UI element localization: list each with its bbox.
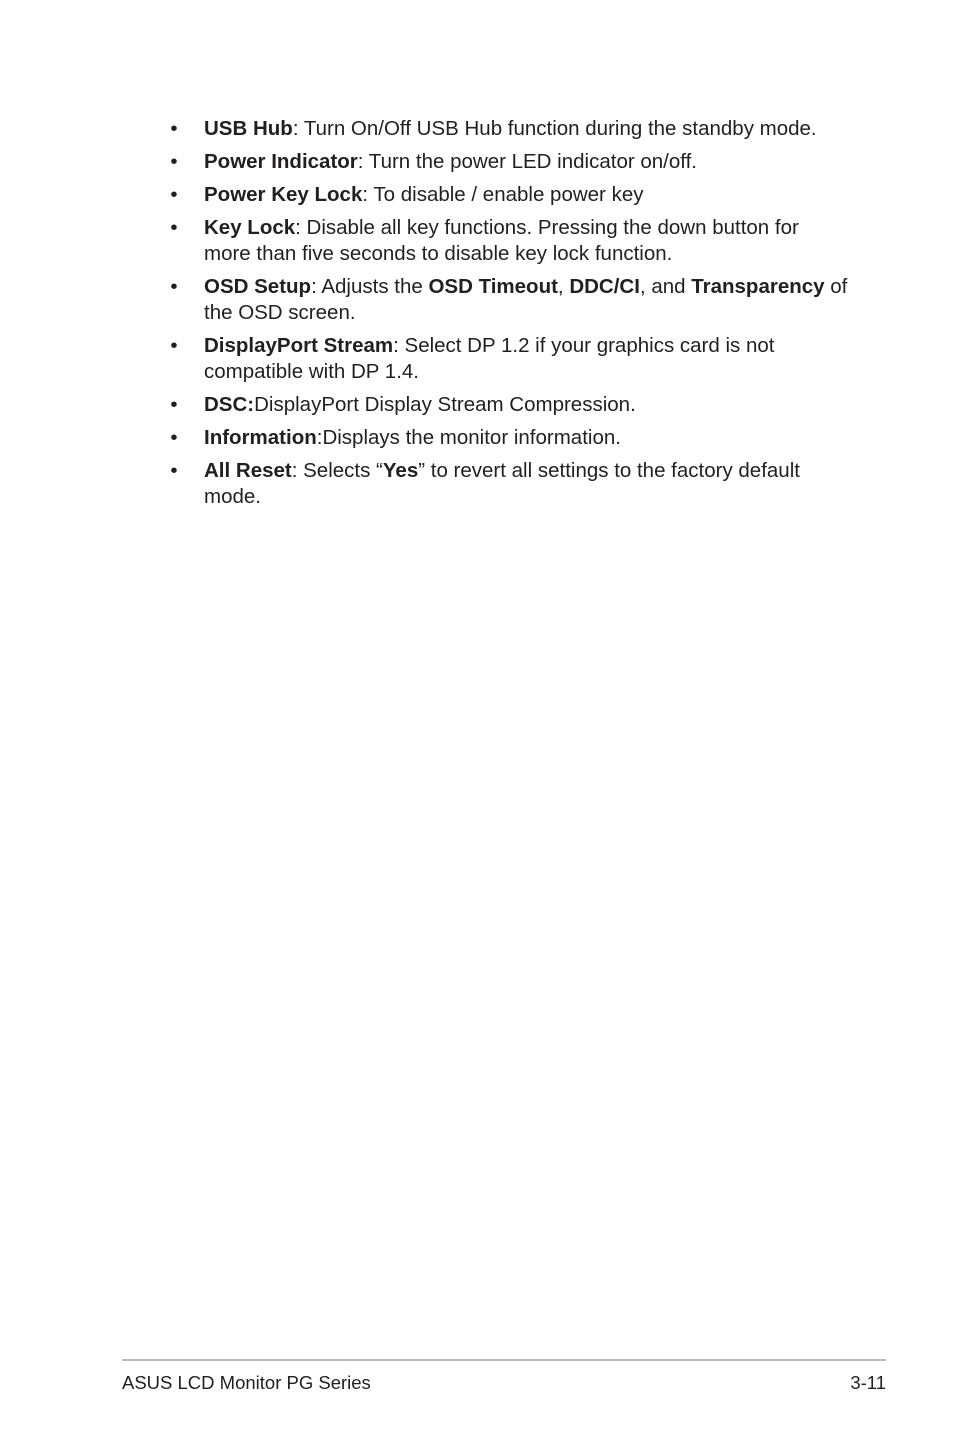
item-text: , bbox=[557, 275, 570, 298]
item-term: Power Key Lock bbox=[204, 183, 363, 206]
bullet-icon: • bbox=[170, 183, 178, 206]
bullet-icon: • bbox=[170, 334, 178, 357]
item-bold-osd-timeout: OSD Timeout bbox=[428, 275, 558, 298]
list-item-all-reset bbox=[168, 458, 848, 510]
item-text: DisplayPort Display Stream Compression. bbox=[254, 393, 636, 416]
item-bold-ddc-ci: DDC/CI bbox=[569, 275, 640, 298]
item-text: of the OSD screen. bbox=[204, 275, 848, 324]
item-term: DSC: bbox=[204, 393, 255, 416]
bullet-icon: • bbox=[170, 216, 178, 239]
list-item-key-lock bbox=[168, 215, 848, 267]
item-text: : Turn the power LED indicator on/off. bbox=[357, 150, 697, 173]
item-term: All Reset bbox=[204, 459, 292, 482]
item-term: DisplayPort Stream bbox=[204, 334, 394, 357]
item-term: Information bbox=[204, 426, 317, 449]
list-item-dsc bbox=[168, 392, 848, 418]
footer-product-name: ASUS LCD Monitor PG Series bbox=[122, 1372, 371, 1393]
item-text: : Adjusts the bbox=[311, 275, 429, 298]
item-bold-yes: Yes bbox=[382, 459, 419, 482]
item-bold-transparency: Transparency bbox=[691, 275, 825, 298]
list-item-power-indicator bbox=[168, 149, 848, 175]
bullet-icon: • bbox=[170, 426, 178, 449]
bullet-icon: • bbox=[170, 393, 178, 416]
item-term: OSD Setup bbox=[204, 275, 312, 298]
bullet-icon: • bbox=[170, 150, 178, 173]
item-term: Power Indicator bbox=[204, 150, 358, 173]
bullet-icon: • bbox=[170, 117, 178, 140]
list-item-displayport-stream bbox=[168, 333, 848, 385]
item-text: : Turn On/Off USB Hub function during the standby mode. bbox=[292, 117, 817, 140]
list-item-information bbox=[168, 425, 848, 451]
list-item-osd-setup bbox=[168, 274, 848, 326]
item-text: : Selects “ bbox=[291, 459, 383, 482]
item-term: Key Lock bbox=[204, 216, 296, 239]
item-text: , and bbox=[639, 275, 692, 298]
item-text: : Disable all key functions. Pressing the down button for more than five seconds to disable key lock function. bbox=[204, 216, 799, 265]
page-number: 3-11 bbox=[850, 1372, 886, 1393]
osd-settings-list bbox=[168, 116, 848, 517]
item-text: ” to revert all settings to the factory default mode. bbox=[204, 459, 800, 508]
item-text: : To disable / enable power key bbox=[362, 183, 644, 206]
bullet-icon: • bbox=[170, 459, 178, 482]
item-text: : Select DP 1.2 if your graphics card is not compatible with DP 1.4. bbox=[204, 334, 775, 383]
list-item-usb-hub bbox=[168, 116, 848, 142]
item-text: :Displays the monitor information. bbox=[316, 426, 621, 449]
footer-divider bbox=[122, 1359, 886, 1361]
item-term: USB Hub bbox=[204, 117, 293, 140]
list-item-power-key-lock bbox=[168, 182, 848, 208]
bullet-icon: • bbox=[170, 275, 178, 298]
